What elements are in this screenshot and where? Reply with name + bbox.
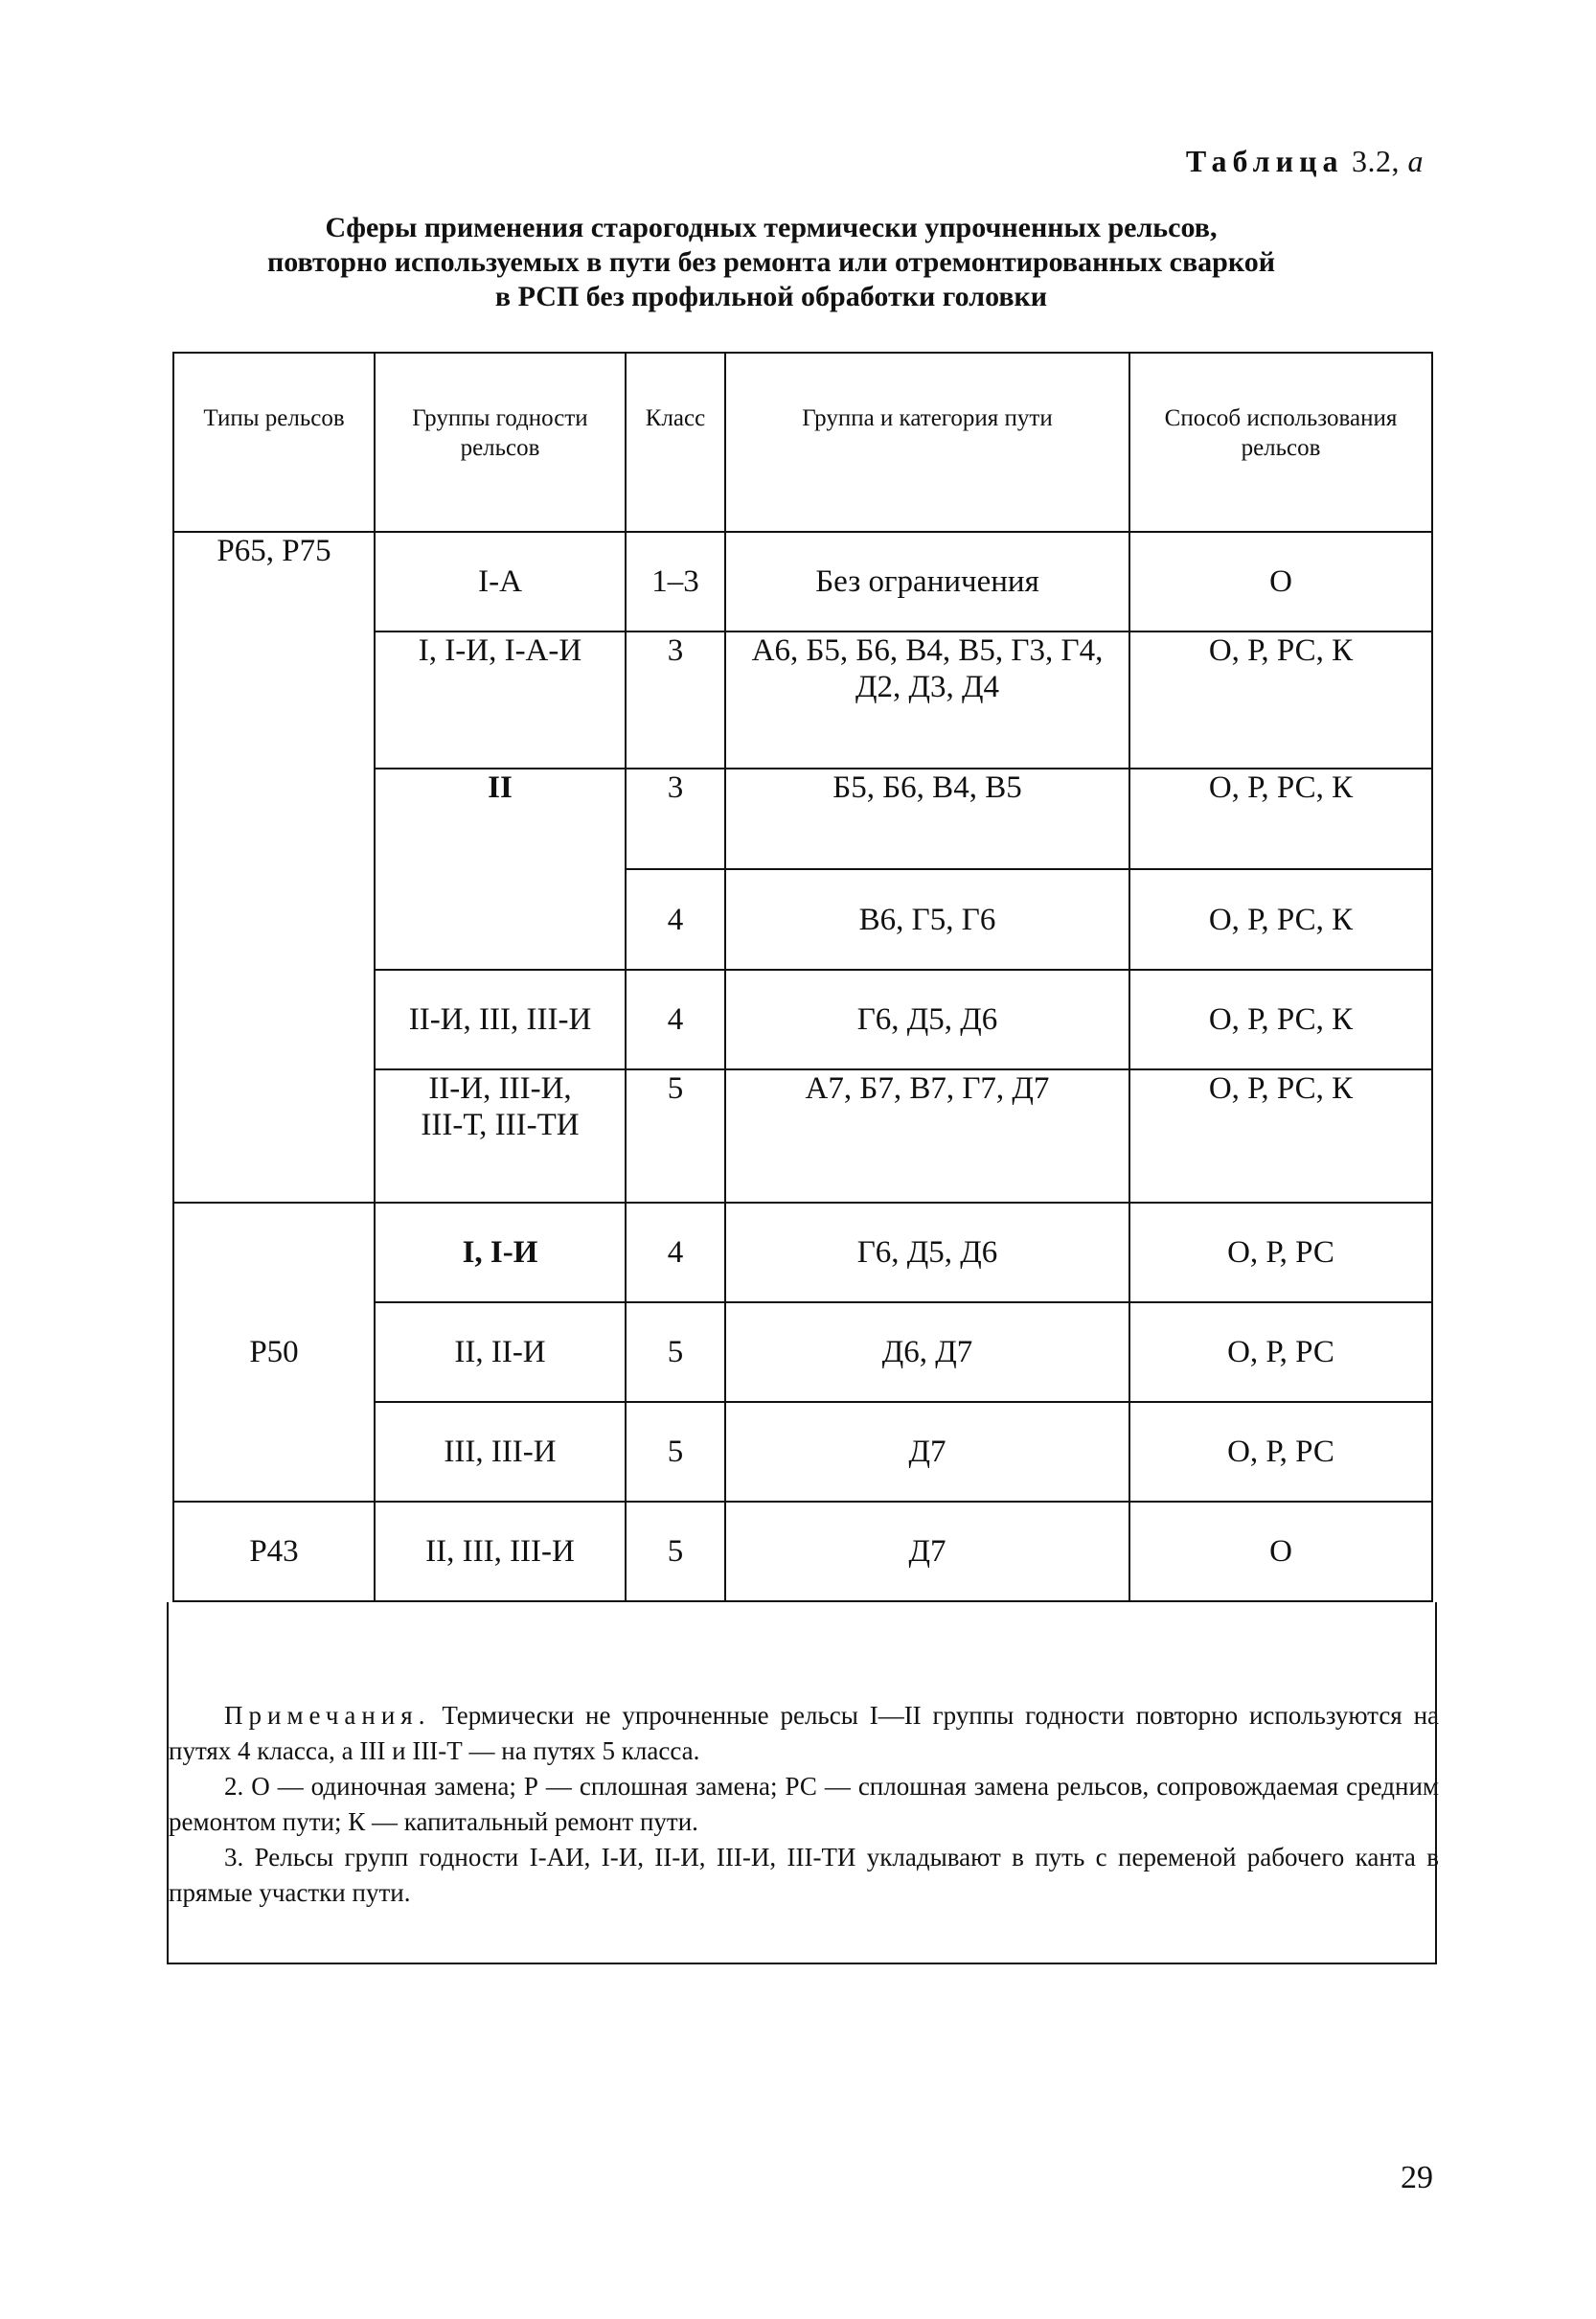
class-cell: 1–3 [626, 532, 725, 631]
class-cell: 5 [626, 1502, 725, 1601]
page-number: 29 [1401, 2160, 1433, 2195]
method-cell: О, Р, РС [1129, 1203, 1432, 1302]
notes-text [169, 1698, 1439, 1911]
class-cell: 5 [626, 1069, 725, 1203]
rail-type-cell: Р43 [173, 1502, 375, 1601]
category-cell: Г6, Д5, Д6 [725, 970, 1129, 1069]
category-cell: В6, Г5, Г6 [725, 869, 1129, 970]
table-word: Таблица [1185, 144, 1344, 178]
table-row [173, 1203, 1432, 1302]
notes-box [167, 1602, 1437, 1964]
fitness-group-cell: II, III, III-И [375, 1502, 626, 1601]
title-line-3: в РСП без профильной обработки головки [494, 281, 1048, 312]
fitness-group-cell: II, II-И [375, 1302, 626, 1402]
category-cell: Д7 [725, 1502, 1129, 1601]
note-3: 3. Рельсы групп годности I-АИ, I-И, II-И, III-И, III-ТИ укладывают в путь с переменой рабочего канта в прямые участки пути. [169, 1843, 1439, 1907]
note-1 [169, 1698, 1439, 1769]
method-cell: О, Р, РС [1129, 1302, 1432, 1402]
table-row [173, 532, 1432, 631]
fitness-group-cell: II [375, 769, 626, 970]
rail-type-cell: Р65, Р75 [173, 532, 375, 1203]
category-cell: Г6, Д5, Д6 [725, 1203, 1129, 1302]
class-cell: 5 [626, 1402, 725, 1502]
fitness-group-cell: I, I-И, I-А-И [375, 631, 626, 769]
class-cell: 4 [626, 1203, 725, 1302]
fitness-group-cell: III, III-И [375, 1402, 626, 1502]
header-rail-types: Типы рельсов [173, 353, 375, 532]
table-number-label [1186, 144, 1424, 179]
method-cell: О, Р, РС, К [1129, 869, 1432, 970]
class-cell: 3 [626, 769, 725, 869]
table-row [173, 1502, 1432, 1601]
method-cell: О, Р, РС, К [1129, 769, 1432, 869]
rail-type-cell: Р50 [173, 1203, 375, 1502]
category-cell: Д6, Д7 [725, 1302, 1129, 1402]
header-track-category: Группа и категория пути [725, 353, 1129, 532]
method-cell: О [1129, 532, 1432, 631]
fitness-group-cell: I, I-И [375, 1203, 626, 1302]
table-header-row [173, 353, 1432, 532]
method-cell: О, Р, РС, К [1129, 631, 1432, 769]
fitness-group-cell: II-И, III, III-И [375, 970, 626, 1069]
class-cell: 4 [626, 970, 725, 1069]
title-line-2: повторно используемых в пути без ремонта или отремонтированных сваркой [266, 246, 1276, 278]
notes-label: Примечания. [224, 1701, 431, 1730]
class-cell: 3 [626, 631, 725, 769]
table-suffix: а [1407, 144, 1424, 178]
note-1-text: Термически не упрочненные рельсы I—II группы годности повторно используются на путях 4 класса, а III и III-Т — на путях 5 класса. [169, 1701, 1439, 1765]
rails-table [172, 352, 1433, 1602]
category-cell: Д7 [725, 1402, 1129, 1502]
method-cell: О, Р, РС, К [1129, 1069, 1432, 1203]
table-number: 3.2, [1352, 144, 1400, 178]
class-cell: 4 [626, 869, 725, 970]
category-cell: Б5, Б6, В4, В5 [725, 769, 1129, 869]
header-usage-method: Способ использования рельсов [1129, 353, 1432, 532]
title-line-1: Сферы применения старогодных термически упрочненных рельсов, [325, 212, 1218, 243]
method-cell: О [1129, 1502, 1432, 1601]
method-cell: О, Р, РС [1129, 1402, 1432, 1502]
fitness-group-cell: I-А [375, 532, 626, 631]
category-cell: Без ограничения [725, 532, 1129, 631]
method-cell: О, Р, РС, К [1129, 970, 1432, 1069]
note-2: 2. О — одиночная замена; Р — сплошная замена; РС — сплошная замена рельсов, сопровождаемая средним ремонтом пути; К — капитальный ремонт пути. [169, 1772, 1439, 1836]
category-cell: А6, Б5, Б6, В4, В5, Г3, Г4, Д2, Д3, Д4 [725, 631, 1129, 769]
header-class: Класс [626, 353, 725, 532]
header-fitness-groups: Группы годности рельсов [375, 353, 626, 532]
class-cell: 5 [626, 1302, 725, 1402]
fitness-group-cell: II-И, III-И, III-Т, III-ТИ [375, 1069, 626, 1203]
category-cell: А7, Б7, В7, Г7, Д7 [725, 1069, 1129, 1203]
table-title [220, 211, 1322, 314]
